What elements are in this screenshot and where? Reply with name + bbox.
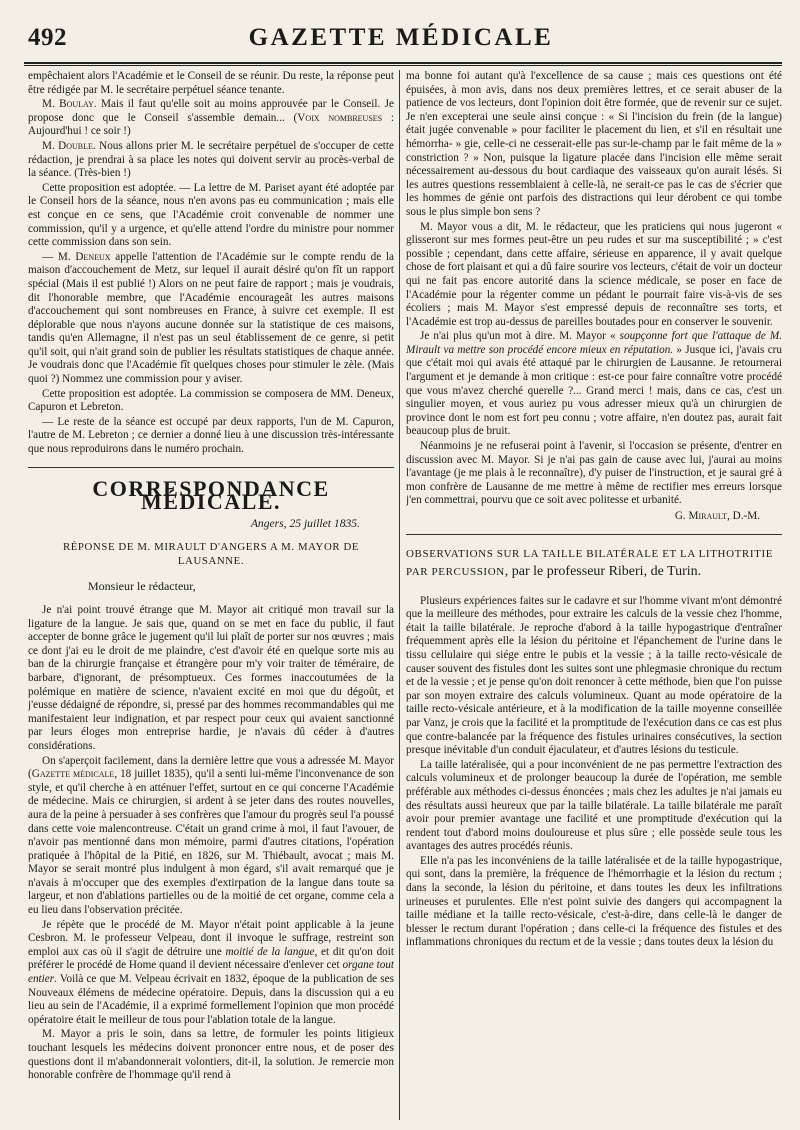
paragraph-text: appelle l'attention de l'Académie sur le compte rendu de la maison d'accouchement de Metz, sur lequel il aurait désiré qu'on fît un rapport spécial (Mais il est publié !) Alors on ne peut faire de rapport ; mais je voudrais, dit l'honorable membre, que l'Académie encourageât les autres maisons d'accouchement qui sont nombreuses en France, à suivre cet exemple. Il est déplorable que nous n'ayons aucune donnée sur la statistique de ces maisons, tandis qu'en Allemagne, il n'est pas un seul établissement de ce genre, si petit qu'il soit, qui n'ait grand soin de publier les résultats statistiques de chaque année. Je voudrais donc que l'Académie fît quelques choses pour stimuler le zèle. (Mais quoi ?) Nommez une commission pour y aviser.: [28, 250, 394, 386]
paragraph: — Le reste de la séance est occupé par deux rapports, l'un de M. Capuron, l'autre de M. Lebreton ; ce dernier a donné lieu à une discussion très-intéressante que nous reproduirons dans le numéro prochain.: [28, 415, 394, 456]
article-title-caps: OBSERVATIONS SUR LA TAILLE BILATÉRALE ET LA LITHOTRITIE PAR PERCUSSION: [406, 547, 774, 578]
section-separator: [406, 534, 782, 535]
paragraph: [28, 140, 394, 181]
paragraph: Je n'ai point trouvé étrange que M. Mayor ait critiqué mon travail sur la ligature de la langue. Je sais que, quand on se met en face du public, il faut accepter de bonne grâce le jugement qu'il lui plaît de porter sur nos œuvres ; mais ce dont j'ai eu le droit de me plaindre, c'est d'avoir été en quelque sorte mis au ban de la chirurgie française et étrangère pour m'y voir traiter de téméraire, de barbare, d'ignorant, de présomptueux. Ces formes inaccoutumées de la polémique en matière de science, n'avaient excité en moi que du dégoût, et j'eusse dédaigné de répondre, si, pressé par des hommes recommandables qui me manifestaient leur indignation, et par respect pour ceux qui avaient sanctionné par leurs éloges mon entreprise hardie, je n'avais dû céder à d'autres considérations.: [28, 604, 394, 752]
page-header: [20, 22, 782, 58]
header-rule: [24, 62, 782, 64]
header-rule-thin: [24, 65, 782, 66]
paragraph: [28, 755, 394, 918]
paragraph: La taille latéralisée, qui a pour inconvénient de ne pas permettre l'extraction des calculs volumineux et de prolonger beaucoup la durée de l'opération, me semble préférable aux méthodes ci-dessus énoncées ; mais chez les adultes je n'ai jamais eu des résultats aussi heureux que par la taille bilatérale. La taille bilatérale me paraît avoir pour premier avantage une facilité et une promptitude d'exécution qui la rendent tout d'abord moins douloureuse et plus sûre ; elle possède seule tous les avantages des autres procédés réunis.: [406, 758, 782, 853]
paragraph: [28, 919, 394, 1028]
paragraph: empêchaient alors l'Académie et le Conseil de se réunir. Du reste, la réponse peut être rédigée par M. le secrétaire perpétuel séance tenante.: [28, 70, 394, 96]
paragraph-text: , et dit qu'on doit préférer le procédé de Home quand il devient nécessaire d'enlever cet: [28, 945, 394, 972]
signature-text: G. Mirault, D.-M.: [674, 510, 760, 522]
speaker-name: M. Boulay.: [42, 98, 97, 111]
emphasis: moitié de la langue: [225, 945, 315, 958]
paragraph-text: Nous allons prier M. le secrétaire perpétuel de s'occuper de cette rédaction, je prendrai à sa place les notes qui doivent servir au procès-verbal de la séance. (Très-bien !): [28, 139, 394, 180]
dateline-text: Angers, 25 juillet 1835.: [250, 516, 360, 530]
signature: [406, 510, 760, 524]
crowd-voices: Voix nombreuses: [297, 111, 383, 124]
paragraph: [28, 98, 394, 139]
paragraph: Néanmoins je ne refuserai point à l'avenir, si l'occasion se présente, d'entrer en discussion avec M. Mayor. Si je n'ai pas gain de cause avec lui, j'aurai au moins l'avantage (je me plais à le reconnaître), d'y puiser de l'instruction, et je saurai gré à mon confrère de Lausanne de me mettre à même de rectifier mes erreurs lorsque j'en commettrai, pourvu que ce soit avec politesse et urbanité.: [406, 440, 782, 507]
paragraph-text: , 18 juillet 1835), qu'il a senti lui-même l'inconvenance de son style, et qu'il cherche à en atténuer l'effet, surtout en ce qui concerne l'Académie de médecine. Mais ce chirurgien, si ardent à se jeter dans des routes nouvelles, aura de la peine à persuader à ses confrères que l'amour du progrès seul l'a poussé dans cette voie malencontreuse. C'était un grand crime à moi, il faut l'avouer, de n'avoir pas mentionné dans mon mémoire, parmi d'autres citations, l'opération pratiquée à l'hôpital de la Pitié, en 1826, sur M. Thiébault, avocat ; mais M. Mayor se serait montré plus indulgent à mon égard, s'il avait remarqué que je n'avais à m'occuper que des exemples d'extirpation de la langue dans toute sa largeur, et non d'ablations partielles ou de la moitié de cet organe, comme cela a eu lieu dans l'observation précitée.: [28, 768, 394, 917]
salutation: Monsieur le rédacteur,: [88, 579, 196, 594]
paragraph-text: Je répète que le procédé de M. Mayor n'était point applicable à la jeune Cesbron. M. le professeur Velpeau, dont il invoque le suffrage, restreint son emploi aux cas où il s'agit de détruire une: [28, 918, 394, 958]
paragraph: M. Mayor a pris le soin, dans sa lettre, de formuler les points litigieux touchant lesquels les médecins doivent prononcer entre nous, et de poser des questions dont il m'abandonnerait volontiers, dit-il, la solution. Je remercie mon honorable confrère de l'hommage qu'il rend à: [28, 1028, 394, 1082]
paragraph: — M. Deneux appelle l'attention de l'Académie sur le compte rendu de la maison d'accouchement de Metz, sur lequel il aurait désiré qu'on fît un rapport spécial (Mais il est publié !) Alors on ne peut faire de rapport ; mais je voudrais, dit l'honorable membre, que l'Académie encourageât les autres maisons d'accouchement qui sont nombreuses en France, à suivre cet exemple. Il est déplorable que nous n'ayons aucune donnée sur la statistique de ces maisons, tandis qu'en Allemagne, il n'est pas un seul établissement de ce genre, si petit qu'il soit, qui n'ait grand soin de publier les résultats statistiques de chaque année. Je voudrais donc que l'Académie fît quelques choses pour stimuler le zèle. (Mais quoi ?) Nommez une commission pour y aviser.: [28, 250, 394, 386]
article-title-author: , par le professeur Riberi, de Turin.: [504, 563, 702, 579]
letter-heading: RÉPONSE DE M. MIRAULT D'ANGERS A M. MAYOR DE LAUSANNE.: [62, 541, 360, 568]
column-divider: [399, 70, 400, 1120]
paragraph-text: : Aujourd'hui ! ce soir !): [28, 111, 394, 138]
paragraph: Elle n'a pas les inconvéniens de la taille latéralisée et de la taille hypogastrique, qui sont, dans la première, la fréquence de l'hémorrhagie et la lésion du rectum ; dans la seconde, la lésion du péritoine, et dans toutes les deux les infiltrations urineuses et purulentes. Elle n'est point suivie des dangers qui accompagnent la taille médiane et la taille recto-vésicale, c'est-à-dire, dans celle-là le danger de blesser le rectum durant l'opération ; dans celle-ci la fréquence des fistules et des inflammations chroniques du rectum et de la vessie ; dans toutes deux la lésion du: [406, 854, 782, 949]
paragraph-text: On s'aperçoit facilement, dans la dernière lettre que vous a adressée M. Mayor (: [28, 754, 394, 781]
paragraph-text: Mais il faut qu'elle soit au moins approuvée par le Conseil. Je propose donc que le Conseil s'assemble demain... (: [28, 98, 394, 124]
paragraph: Cette proposition est adoptée. La commission se composera de MM. Deneux, Capuron et Lebreton.: [28, 387, 394, 414]
right-column: [406, 70, 782, 1122]
journal-title: GAZETTE MÉDICALE: [248, 24, 554, 51]
paragraph-text: » Jusque ici, j'avais cru que c'était moi qui avais été attaqué par le chirurgien de Lausanne. Je retournerai l'argument et je demande à mon critique : est-ce pour faire connaître votre procédé que vous m'avez cherché querelle ?... Grand merci ! mais, dans ce cas, c'est un singulier moyen, et vous auriez pu vous adresser mieux qu'à un chirurgien de province dont le nom est fort peu connu ; votre affaire, n'en doutez pas, aurait fait beaucoup plus de bruit.: [406, 343, 782, 438]
section-title: CORRESPONDANCE MÉDICALE.: [92, 475, 330, 515]
paragraph: ma bonne foi autant qu'à l'excellence de sa cause ; mais ces questions ont été épuisées, à mon avis, dans nos deux premières lettres, et ce serait abuser de la patience de vos lecteurs, dont l'opinion doit être formée, que de revenir sur ce sujet. Je n'en excepterai une seule ainsi conçue : « Si l'incision du frein (de la langue) était jugée convenable » pour faciliter le placement du lien, et s'il en résultait une hémorrha- » gie, celle-ci ne cesserait-elle pas sur-le-champ par le fait même de la » constriction ? » Non, puisque la ligature placée dans l'incision elle même serait nécessairement au-dessous du bout cardiaque des vaisseaux qu'on aurait lésés. Si les autres questions ressemblaient à celle-là, ne serait-ce pas le cas de s'écrier que les hommes de génie ont parfois des distractions qui leur dérobent ce qui tombe sous le plus simple bon sens ?: [406, 70, 782, 218]
emphasis: soupçonne fort que l'attaque de M. Mirault va mettre son procédé encore mieux en réputation.: [406, 330, 782, 356]
paragraph: Plusieurs expériences faites sur le cadavre et sur l'homme vivant m'ont démontré que la meilleure des méthodes, pour extraire les calculs de la vessie chez l'homme, était la taille bilatérale. Je reproche d'abord à la taille hypogastrique d'entraîner fréquemment après elle la lésion du péritoine et l'épanchement de l'urine dans le tissu cellulaire qui siége entre le pubis et la vessie ; à la taille recto-vésicale de causer souvent des fistules dont les suites sont une phlegmasie chronique du rectum et de la vessie ; et je pense qu'on doit renoncer à cette méthode, bien que l'on puisse par son moyen extraire des calculs volumineux. Quant au mode opératoire de la taille recto-vésicale antérieure, et à la modification de la taille moyenne conseillée par Vanz, je crois que la facilité et la promptitude de l'exécution dans ce cas est plus que contre-balancée par la fréquence des fistules urinaires consécutives, la section presque inévitable d'un conduit éjaculateur, et d'autres lésions du testicule.: [406, 594, 782, 757]
article-title: [406, 545, 782, 581]
paragraph-text: Je n'ai plus qu'un mot à dire. M. Mayor «: [420, 330, 620, 343]
paragraph: M. Mayor vous a dit, M. le rédacteur, que les praticiens qui nous jugeront « glisseront sur mes formes peut-être un peu rudes et sur ma susceptibilité ; » c'est possible ; cependant, dans cette affaire, sérieuse en apparence, il y avait quelque chose de fort plaisant et qui a dû faire sourire vos lecteurs, c'était de voir un docteur qui ne fait pas encore autorité dans la science médicale, se poser en face de l'Académie pour la régenter comme un pédant le pourrait faire vis-à-vis de ses écoliers ; mais M. Mayor s'est empressé depuis de reconnaître ses torts, et l'Académie est trop au-dessus de pareilles boutades pour en conserver le souvenir.: [406, 220, 782, 328]
dateline: [28, 517, 360, 531]
page-number: 492: [28, 24, 67, 51]
left-column: [28, 70, 394, 1122]
speaker-name: M. Deneux: [57, 250, 111, 263]
citation: Gazette médicale: [31, 768, 115, 781]
paragraph-text: . Voilà ce que M. Velpeau écrivait en 1832, époque de la publication de ses Nouveaux élémens de médecine opératoire. Depuis, dans la discussion qui a eu lieu au sein de l'Académie, il a exprimé formellement l'opinion que mon procédé opératoire était le meilleur de tous pour l'ablation totale de la langue.: [28, 973, 394, 1026]
section-separator: [28, 467, 394, 468]
paragraph: [406, 330, 782, 439]
speaker-name: M. Double.: [42, 139, 96, 152]
emphasis: organe tout entier: [28, 959, 394, 986]
paragraph: Cette proposition est adoptée. — La lettre de M. Pariset ayant été adoptée par le Conseil hors de la séance, nous n'en avons pas eu communication ; mais elle est conçue en ce sens, que l'Académie croit convenable de nommer une commission, qu'il y a urgence, et qu'elle attend l'ordre du ministre pour nommer cette commission dans son sein.: [28, 181, 394, 249]
